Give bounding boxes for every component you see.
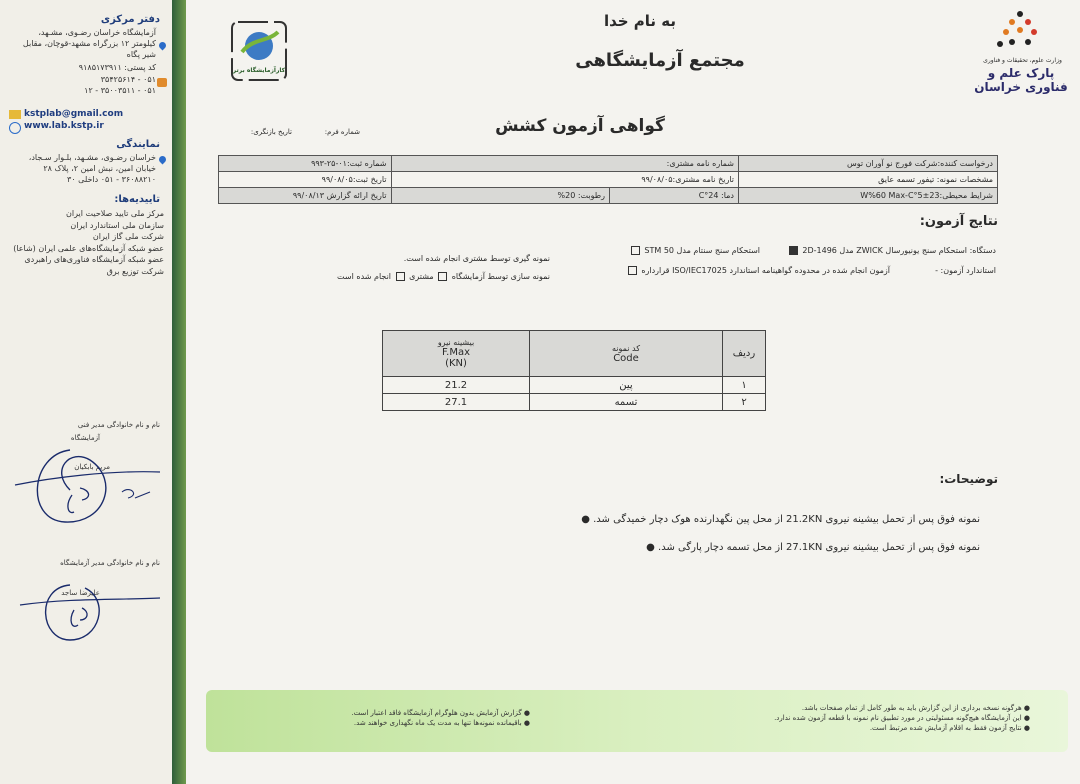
office-phone-2: ۰۵۱ - ۳۵۰۰۳۵۱۱ - ۱۲: [84, 86, 156, 95]
form-number-label: شماره فرم:: [324, 128, 360, 136]
checkbox-lab-prep[interactable]: [438, 272, 447, 281]
footer-left-notes: ● گزارش آزمایش بدون هلوگرام آزمایشگاه فاقد اعتبار است. ● باقیمانده نمونه‌ها تنها به مدت یک ماه نگهداری خواهند شد.: [351, 709, 530, 727]
rep-title: نمایندگی: [116, 139, 160, 150]
email-icon: [9, 110, 21, 119]
notes-heading: توضیحات:: [939, 472, 998, 486]
approvals-title: تاییدیه‌ها:: [114, 194, 160, 205]
table-row: [383, 394, 766, 411]
col-force-header: بیشینه نیرو F.Max (KN): [383, 331, 530, 377]
footer-right-notes: ● هرگونه نسخه برداری از این گزارش باید به طور کامل از تمام صفحات باشد. ● این آزمایشگاه هیچ‌گونه مسئولیتی در مورد تطبیق نام نمونه با قطعه آزمون شده ندارد. ● نتایج آزمون فقط به اقلام آزمایش شده مرتبط است.: [774, 704, 1030, 732]
checkbox-accreditation[interactable]: [628, 266, 637, 275]
row-number: ۱: [723, 377, 766, 394]
force-value: 27.1: [383, 394, 530, 411]
email-link[interactable]: kstplab@gmail.com: [24, 109, 124, 119]
lab-manager-name: علیرضا ساجد: [61, 589, 100, 597]
lab-logo-icon: [228, 18, 290, 84]
info-table: [218, 155, 998, 204]
office-phone-1: ۰۵۱ - ۳۵۴۲۵۶۱۴: [100, 75, 156, 84]
office-postal: کد پستی: ۹۱۸۵۱۷۳۹۱۱: [78, 63, 156, 72]
customer-letter-date-cell: تاریخ نامه مشتری:۹۹/۰۸/۰۵: [391, 172, 739, 188]
phone-icon: [157, 78, 167, 87]
humidity-cell: رطوبت: 20%: [391, 188, 610, 204]
sample-spec-cell: مشخصات نمونه: تیفور تسمه عایق: [739, 172, 998, 188]
sample-code: تسمه: [530, 394, 723, 411]
table-header-row: [383, 331, 766, 377]
note-item: نمونه فوق پس از تحمل بیشینه نیروی 27.1KN از محل تسمه دچار پارگی شد. ●: [646, 542, 980, 553]
checkbox-zwick[interactable]: [789, 246, 798, 255]
revision-date-label: تاریخ بازنگری:: [250, 128, 292, 136]
customer-letter-no-cell: شماره نامه مشتری:: [391, 156, 739, 172]
note-item: نمونه فوق پس از تحمل بیشینه نیروی 21.2KN از محل پین نگهدارنده هوک دچار خمیدگی شد. ●: [581, 514, 980, 525]
accreditation-note: آزمون انجام شده در محدوده گواهینامه استاندارد ISO/IEC17025 قرارداره: [570, 266, 890, 275]
registration-no-cell: شماره ثبت:۰۱-۲۵-۹۹۳: [219, 156, 392, 172]
rep-address: خراسان رضـوی، مشـهد، بلـوار سـجاد، خیابان امین، نبش امین ۲، پلاک ۲۸ ۳۶۰۸۸۲۱۰ - ۰۵۱ داخلی ۳۰: [28, 153, 156, 184]
lab-manager-label: نام و نام خانوادگی مدیر آزمایشگاه: [60, 559, 160, 567]
office-title: دفتر مرکزی: [100, 14, 160, 25]
location-icon: [158, 155, 168, 165]
tech-manager-label: نام و نام خانوادگی مدیر فنی: [77, 421, 160, 429]
sampling-note: نمونه گیری توسط مشتری انجام شده است.: [403, 254, 550, 263]
globe-icon: [9, 122, 21, 134]
page-title: مجتمع آزمایشگاهی: [575, 50, 745, 71]
bismillah: به نام خدا: [603, 12, 677, 30]
park-subtitle: وزارت علوم، تحقیقات و فناوری: [983, 57, 1062, 64]
col-code-header: کد نمونه Code: [530, 331, 723, 377]
prep-note: نمونه سازی توسط آزمایشگاه مشتری انجام شده است: [337, 272, 550, 281]
sample-code: پین: [530, 377, 723, 394]
device-alt: استحکام سنج سنتام مدل STM 50: [610, 246, 760, 255]
park-logo-icon: [990, 8, 1050, 52]
table-row: [383, 377, 766, 394]
report-date-cell: تاریخ ارائه گزارش ۹۹/۰۸/۱۳: [219, 188, 392, 204]
info-row: [219, 188, 998, 204]
checkbox-customer-prep[interactable]: [396, 272, 405, 281]
approvals-list: مرکز ملی تایید صلاحیت ایران سازمان ملی استاندارد ایران شرکت ملی گاز ایران عضو شبکه آزمایشگاه‌های علمی ایران (شاعا) عضو شبکه آزمایشگاه فناوری‌های راهبردی شرکت توزیع برق: [13, 209, 164, 276]
sidebar-stripe: [172, 0, 186, 784]
row-number: ۲: [723, 394, 766, 411]
temperature-cell: دما: 24°C: [610, 188, 739, 204]
results-heading: نتایج آزمون:: [919, 214, 998, 229]
location-icon: [158, 41, 168, 51]
tech-manager-name: مریم بابکیان: [74, 463, 110, 471]
environment-cell: شرایط محیطی:W%60 Max-C°5±23: [739, 188, 998, 204]
website-link[interactable]: www.lab.kstp.ir: [24, 121, 104, 131]
tech-manager-org: آزمایشگاه: [70, 434, 100, 442]
tech-manager-signature: [10, 440, 170, 530]
col-row-header: ردیف: [723, 331, 766, 377]
lab-logo-text: کارآزمایشگاه برتر: [232, 67, 286, 74]
info-row: [219, 156, 998, 172]
force-value: 21.2: [383, 377, 530, 394]
checkbox-stm50[interactable]: [631, 246, 640, 255]
lab-manager-signature: [10, 570, 170, 650]
device-label: دستگاه: استحکام سنج یونیورسال ZWICK مدل 1496-2D: [756, 246, 996, 255]
park-name: پارک علم و فناوری خراسان: [974, 66, 1068, 94]
result-table: [382, 330, 766, 411]
certificate-title: گواهی آزمون کشش: [495, 116, 665, 136]
requester-cell: درخواست کننده:شرکت فورج نو آوران توس: [739, 156, 998, 172]
office-address: آزمایشگاه خراسان رضـوی، مشـهد، کیلومتر ۱۲ بزرگراه مشهد-قوچان، مقابل شیر پگاه: [22, 28, 156, 59]
sidebar: [0, 0, 172, 784]
standard-label: استاندارد آزمون: -: [935, 266, 996, 275]
registration-date-cell: تاریخ ثبت:۹۹/۰۸/۰۵: [219, 172, 392, 188]
info-row: [219, 172, 998, 188]
